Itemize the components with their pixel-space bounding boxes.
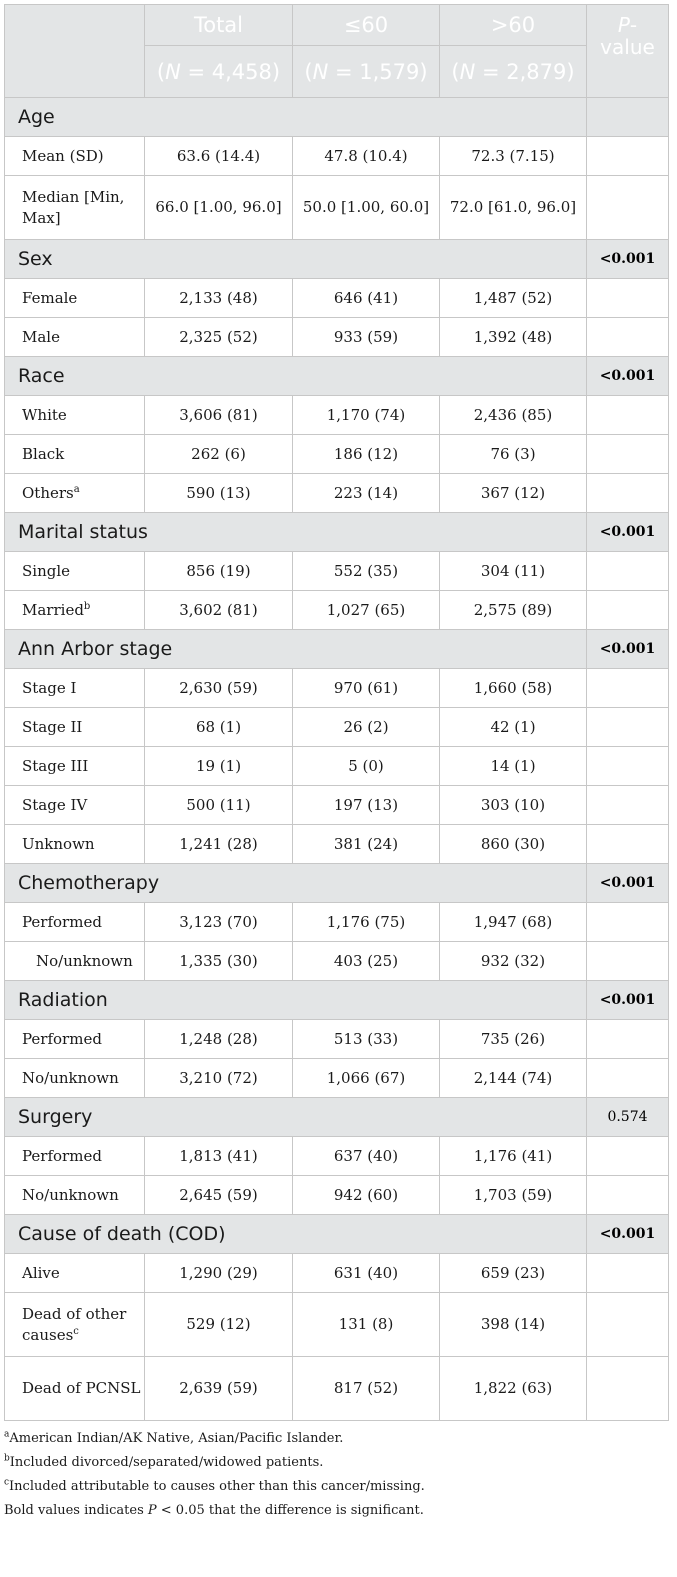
table-row bbox=[5, 1020, 669, 1059]
footnote bbox=[4, 1451, 668, 1475]
section-label: Ann Arbor stage bbox=[5, 630, 587, 669]
row-label-text: Others bbox=[22, 483, 74, 502]
row-label bbox=[5, 474, 145, 513]
table-row bbox=[5, 942, 669, 981]
value-pvalue-empty bbox=[587, 552, 669, 591]
value-total: 3,602 (81) bbox=[145, 591, 293, 630]
row-label bbox=[5, 747, 145, 786]
value-total: 1,290 (29) bbox=[145, 1254, 293, 1293]
value-gt60: 42 (1) bbox=[440, 708, 587, 747]
value-le60: 403 (25) bbox=[293, 942, 440, 981]
row-label-text: White bbox=[22, 405, 67, 424]
value-gt60: 1,947 (68) bbox=[440, 903, 587, 942]
value-total: 1,813 (41) bbox=[145, 1137, 293, 1176]
value-total: 2,639 (59) bbox=[145, 1357, 293, 1421]
value-le60: 381 (24) bbox=[293, 825, 440, 864]
table-row bbox=[5, 435, 669, 474]
footnote bbox=[4, 1427, 668, 1451]
value-total: 2,645 (59) bbox=[145, 1176, 293, 1215]
section-pvalue: <0.001 bbox=[587, 630, 669, 669]
value-le60: 50.0 [1.00, 60.0] bbox=[293, 176, 440, 240]
value-pvalue-empty bbox=[587, 435, 669, 474]
row-label-text: Median [Min, Max] bbox=[22, 187, 125, 227]
value-pvalue-empty bbox=[587, 279, 669, 318]
row-label bbox=[5, 176, 145, 240]
header-pvalue bbox=[587, 5, 669, 98]
value-gt60: 1,822 (63) bbox=[440, 1357, 587, 1421]
bold-note-after: < 0.05 that the difference is significant. bbox=[156, 1503, 424, 1518]
value-le60: 513 (33) bbox=[293, 1020, 440, 1059]
value-le60: 1,066 (67) bbox=[293, 1059, 440, 1098]
row-label bbox=[5, 552, 145, 591]
pvalue-dash: - bbox=[629, 13, 638, 37]
section-pvalue: <0.001 bbox=[587, 864, 669, 903]
section-label: Sex bbox=[5, 240, 587, 279]
section-label: Cause of death (COD) bbox=[5, 1215, 587, 1254]
value-le60: 223 (14) bbox=[293, 474, 440, 513]
value-pvalue-empty bbox=[587, 942, 669, 981]
le60-n-value: 1,579 bbox=[359, 59, 420, 84]
footnotes bbox=[4, 1427, 668, 1523]
value-gt60: 1,176 (41) bbox=[440, 1137, 587, 1176]
value-total: 3,606 (81) bbox=[145, 396, 293, 435]
value-gt60: 1,703 (59) bbox=[440, 1176, 587, 1215]
header-gt60-n: (N = 2,879) bbox=[440, 46, 587, 98]
value-pvalue-empty bbox=[587, 1293, 669, 1357]
value-le60: 197 (13) bbox=[293, 786, 440, 825]
footnote-mark: a bbox=[4, 1429, 10, 1440]
row-label-text: Unknown bbox=[22, 834, 95, 853]
row-label-text: Mean (SD) bbox=[22, 146, 104, 165]
row-label bbox=[5, 396, 145, 435]
row-label-text: Dead of other causes bbox=[22, 1304, 127, 1344]
row-label-text: Stage III bbox=[22, 756, 89, 775]
footnote-marker: b bbox=[83, 600, 91, 612]
table-row bbox=[5, 176, 669, 240]
value-total: 2,325 (52) bbox=[145, 318, 293, 357]
value-total: 1,248 (28) bbox=[145, 1020, 293, 1059]
value-pvalue-empty bbox=[587, 1059, 669, 1098]
header-total-n: (N = 4,458) bbox=[145, 46, 293, 98]
row-label-text: Stage I bbox=[22, 678, 77, 697]
value-le60: 26 (2) bbox=[293, 708, 440, 747]
value-total: 66.0 [1.00, 96.0] bbox=[145, 176, 293, 240]
table-row bbox=[5, 747, 669, 786]
value-pvalue-empty bbox=[587, 137, 669, 176]
table-row bbox=[5, 396, 669, 435]
value-pvalue-empty bbox=[587, 591, 669, 630]
header-blank bbox=[5, 5, 145, 98]
value-total: 1,335 (30) bbox=[145, 942, 293, 981]
row-label bbox=[5, 591, 145, 630]
table-container bbox=[4, 4, 668, 1523]
table-row bbox=[5, 552, 669, 591]
section-label: Marital status bbox=[5, 513, 587, 552]
value-gt60: 72.3 (7.15) bbox=[440, 137, 587, 176]
table-row bbox=[5, 1293, 669, 1357]
section-row bbox=[5, 1098, 669, 1137]
section-row bbox=[5, 981, 669, 1020]
value-gt60: 2,575 (89) bbox=[440, 591, 587, 630]
value-pvalue-empty bbox=[587, 474, 669, 513]
value-pvalue-empty bbox=[587, 708, 669, 747]
value-le60: 817 (52) bbox=[293, 1357, 440, 1421]
row-label bbox=[5, 279, 145, 318]
row-label bbox=[5, 669, 145, 708]
value-pvalue-empty bbox=[587, 1254, 669, 1293]
row-label bbox=[5, 708, 145, 747]
row-label-text: Dead of PCNSL bbox=[22, 1379, 141, 1397]
value-le60: 637 (40) bbox=[293, 1137, 440, 1176]
row-label bbox=[5, 1254, 145, 1293]
footnote-marker: a bbox=[73, 483, 80, 495]
value-total: 262 (6) bbox=[145, 435, 293, 474]
value-total: 856 (19) bbox=[145, 552, 293, 591]
row-label bbox=[5, 825, 145, 864]
row-label-text: Married bbox=[22, 600, 84, 619]
section-row bbox=[5, 357, 669, 396]
footnote-text: Included divorced/separated/widowed patients. bbox=[9, 1455, 324, 1470]
section-row bbox=[5, 240, 669, 279]
table-body bbox=[5, 98, 669, 1421]
value-le60: 970 (61) bbox=[293, 669, 440, 708]
value-total: 2,133 (48) bbox=[145, 279, 293, 318]
table-row bbox=[5, 1254, 669, 1293]
value-pvalue-empty bbox=[587, 903, 669, 942]
section-pvalue: <0.001 bbox=[587, 357, 669, 396]
section-label: Surgery bbox=[5, 1098, 587, 1137]
value-le60: 942 (60) bbox=[293, 1176, 440, 1215]
value-total: 63.6 (14.4) bbox=[145, 137, 293, 176]
value-total: 3,210 (72) bbox=[145, 1059, 293, 1098]
value-total: 68 (1) bbox=[145, 708, 293, 747]
section-label: Chemotherapy bbox=[5, 864, 587, 903]
value-pvalue-empty bbox=[587, 1357, 669, 1421]
total-n-value: 4,458 bbox=[211, 59, 272, 84]
value-le60: 1,027 (65) bbox=[293, 591, 440, 630]
value-le60: 552 (35) bbox=[293, 552, 440, 591]
pvalue-word: value bbox=[600, 35, 655, 59]
footnote-list bbox=[4, 1427, 668, 1499]
row-label bbox=[5, 1357, 145, 1421]
row-label-text: Performed bbox=[22, 1029, 102, 1048]
bold-note-before: Bold values indicates bbox=[4, 1503, 148, 1518]
value-le60: 47.8 (10.4) bbox=[293, 137, 440, 176]
footnote-mark: b bbox=[4, 1453, 10, 1464]
value-pvalue-empty bbox=[587, 176, 669, 240]
value-gt60: 1,392 (48) bbox=[440, 318, 587, 357]
footnote-text: Included attributable to causes other than this cancer/missing. bbox=[9, 1479, 425, 1494]
value-gt60: 14 (1) bbox=[440, 747, 587, 786]
value-gt60: 304 (11) bbox=[440, 552, 587, 591]
demographics-table bbox=[4, 4, 669, 1421]
footnote-mark: c bbox=[4, 1477, 10, 1488]
value-total: 500 (11) bbox=[145, 786, 293, 825]
row-label bbox=[5, 1020, 145, 1059]
value-pvalue-empty bbox=[587, 786, 669, 825]
value-total: 590 (13) bbox=[145, 474, 293, 513]
section-pvalue: <0.001 bbox=[587, 240, 669, 279]
value-gt60: 1,660 (58) bbox=[440, 669, 587, 708]
table-row bbox=[5, 786, 669, 825]
row-label bbox=[5, 903, 145, 942]
value-pvalue-empty bbox=[587, 1020, 669, 1059]
value-pvalue-empty bbox=[587, 747, 669, 786]
row-label-text: Male bbox=[22, 327, 60, 346]
row-label-text: No/unknown bbox=[36, 951, 133, 970]
value-le60: 186 (12) bbox=[293, 435, 440, 474]
row-label-text: Performed bbox=[22, 1146, 102, 1165]
value-pvalue-empty bbox=[587, 396, 669, 435]
section-pvalue: <0.001 bbox=[587, 981, 669, 1020]
table-row bbox=[5, 137, 669, 176]
header-le60: ≤60 bbox=[293, 5, 440, 46]
value-gt60: 303 (10) bbox=[440, 786, 587, 825]
section-row bbox=[5, 98, 669, 137]
table-row bbox=[5, 1357, 669, 1421]
section-pvalue: 0.574 bbox=[587, 1098, 669, 1137]
pvalue-p: P bbox=[617, 13, 630, 37]
table-row bbox=[5, 1059, 669, 1098]
value-pvalue-empty bbox=[587, 318, 669, 357]
row-label-text: Stage II bbox=[22, 717, 83, 736]
value-le60: 646 (41) bbox=[293, 279, 440, 318]
row-label bbox=[5, 435, 145, 474]
row-label bbox=[5, 1293, 145, 1357]
row-label-text: Stage IV bbox=[22, 795, 88, 814]
table-row bbox=[5, 318, 669, 357]
row-label-text: Single bbox=[22, 561, 71, 580]
section-row bbox=[5, 630, 669, 669]
section-row bbox=[5, 864, 669, 903]
value-gt60: 398 (14) bbox=[440, 1293, 587, 1357]
section-pvalue: <0.001 bbox=[587, 1215, 669, 1254]
table-row bbox=[5, 1137, 669, 1176]
table-row bbox=[5, 669, 669, 708]
value-pvalue-empty bbox=[587, 825, 669, 864]
value-total: 1,241 (28) bbox=[145, 825, 293, 864]
section-pvalue bbox=[587, 98, 669, 137]
header-gt60: >60 bbox=[440, 5, 587, 46]
row-label bbox=[5, 1137, 145, 1176]
value-pvalue-empty bbox=[587, 669, 669, 708]
header-total: Total bbox=[145, 5, 293, 46]
table-row bbox=[5, 474, 669, 513]
value-le60: 631 (40) bbox=[293, 1254, 440, 1293]
row-label-text: Female bbox=[22, 288, 78, 307]
value-gt60: 932 (32) bbox=[440, 942, 587, 981]
value-le60: 933 (59) bbox=[293, 318, 440, 357]
value-total: 2,630 (59) bbox=[145, 669, 293, 708]
section-row bbox=[5, 1215, 669, 1254]
footnote-marker: c bbox=[73, 1325, 79, 1337]
footnote-text: American Indian/AK Native, Asian/Pacific Islander. bbox=[9, 1431, 344, 1446]
table-row bbox=[5, 591, 669, 630]
row-label-text: Performed bbox=[22, 912, 102, 931]
row-label bbox=[5, 786, 145, 825]
row-label-text: Alive bbox=[22, 1263, 60, 1282]
value-gt60: 659 (23) bbox=[440, 1254, 587, 1293]
value-le60: 5 (0) bbox=[293, 747, 440, 786]
row-label-text: Black bbox=[22, 444, 65, 463]
value-total: 19 (1) bbox=[145, 747, 293, 786]
value-total: 529 (12) bbox=[145, 1293, 293, 1357]
value-gt60: 2,144 (74) bbox=[440, 1059, 587, 1098]
row-label bbox=[5, 1059, 145, 1098]
table-row bbox=[5, 825, 669, 864]
section-pvalue: <0.001 bbox=[587, 513, 669, 552]
value-total: 3,123 (70) bbox=[145, 903, 293, 942]
table-row bbox=[5, 1176, 669, 1215]
row-label bbox=[5, 318, 145, 357]
header-le60-n: (N = 1,579) bbox=[293, 46, 440, 98]
table-row bbox=[5, 903, 669, 942]
value-gt60: 735 (26) bbox=[440, 1020, 587, 1059]
value-gt60: 1,487 (52) bbox=[440, 279, 587, 318]
value-le60: 1,170 (74) bbox=[293, 396, 440, 435]
value-gt60: 76 (3) bbox=[440, 435, 587, 474]
value-pvalue-empty bbox=[587, 1176, 669, 1215]
value-pvalue-empty bbox=[587, 1137, 669, 1176]
value-gt60: 72.0 [61.0, 96.0] bbox=[440, 176, 587, 240]
bold-note-p: P bbox=[147, 1503, 157, 1518]
gt60-n-value: 2,879 bbox=[506, 59, 567, 84]
value-gt60: 860 (30) bbox=[440, 825, 587, 864]
table-header bbox=[5, 5, 669, 98]
value-le60: 1,176 (75) bbox=[293, 903, 440, 942]
section-label: Age bbox=[5, 98, 587, 137]
section-label: Race bbox=[5, 357, 587, 396]
table-row bbox=[5, 708, 669, 747]
section-label: Radiation bbox=[5, 981, 587, 1020]
row-label bbox=[5, 942, 145, 981]
value-gt60: 367 (12) bbox=[440, 474, 587, 513]
bold-note bbox=[4, 1499, 668, 1523]
row-label bbox=[5, 137, 145, 176]
section-row bbox=[5, 513, 669, 552]
footnote bbox=[4, 1475, 668, 1499]
table-row bbox=[5, 279, 669, 318]
value-le60: 131 (8) bbox=[293, 1293, 440, 1357]
row-label-text: No/unknown bbox=[22, 1185, 119, 1204]
value-gt60: 2,436 (85) bbox=[440, 396, 587, 435]
row-label bbox=[5, 1176, 145, 1215]
row-label-text: No/unknown bbox=[22, 1068, 119, 1087]
